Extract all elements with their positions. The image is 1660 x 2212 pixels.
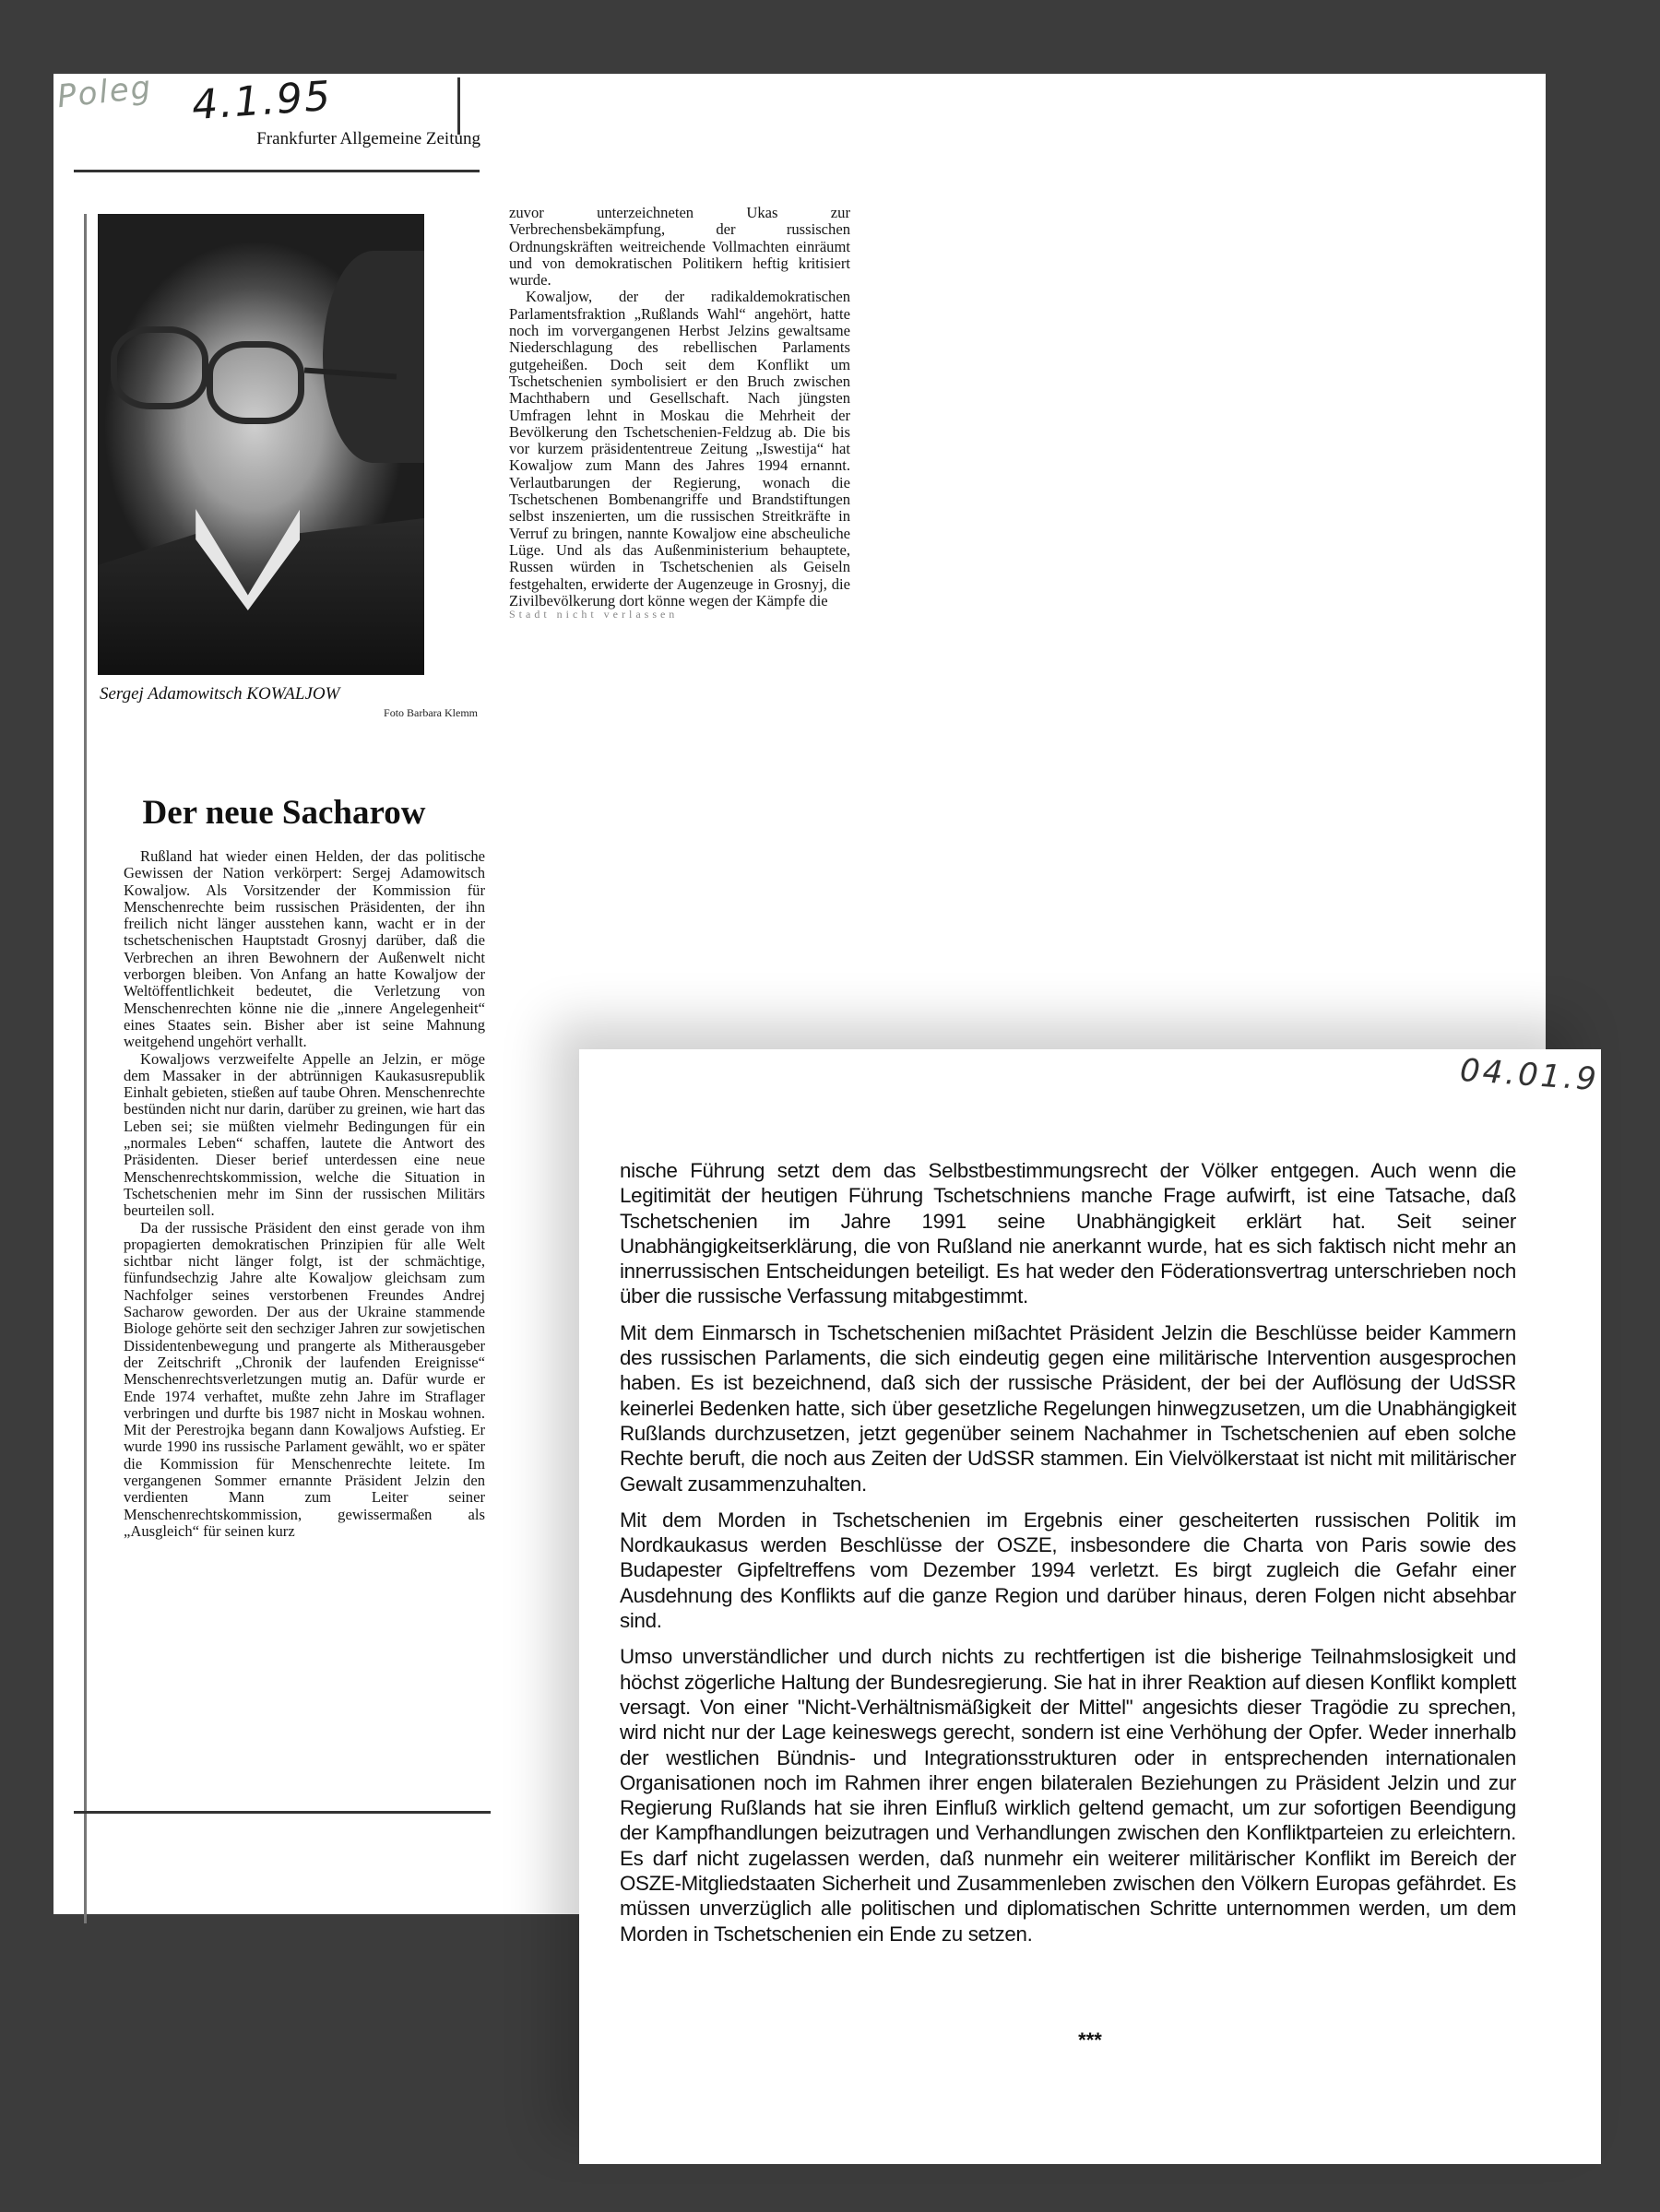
typed-letter-page — [579, 1049, 1601, 2164]
article-headline: Der neue Sacharow — [142, 794, 426, 832]
letter-paragraph: Umso unverständlicher und durch nichts zu rechtfertigen ist die bisherige Teilnahmslosigkeit und höchst zögerliche Haltung der Bundesregierung. Sie hat in ihrer Reaktion auf diesen Konflikt komplett versagt. Von einer "Nicht-Verhältnismäßigkeit der Mittel" angesichts dieser Tragödie zu sprechen, wird nicht nur der Lage keineswegs gerecht, sondern ist eine Verhöhung der Opfer. Weder innerhalb der westlichen Bündnis- und Integrationsstrukturen oder in entsprechenden internationalen Organisationen noch im Rahmen ihrer engen bilateralen Beziehungen zu Präsident Jelzin und zur Regierung Rußlands hat sie ihren Einfluß wirklich geltend gemacht, um zur sofortigen Beendigung der Kampfhandlungen beizutragen und Verhandlungen zwischen den Konfliktparteien zu erleichtern. Es darf nicht zugelassen werden, daß nunmehr ein weiterer militärischer Konflikt im Bereich der OSZE-Mitgliedstaaten Sicherheit und Zusammenleben zwischen den Völkern Europas gefährdet. Es müssen unverzüglich alle politischen und diplomatischen Schritte unternommen werden, um dem Morden in Tschetschenien ein Ende zu setzen. — [620, 1645, 1516, 1946]
letter-body — [620, 1158, 1516, 1958]
masthead-divider — [74, 170, 480, 172]
handwritten-date: 4.1.95 — [190, 72, 334, 130]
photo-caption: Sergej Adamowitsch KOWALJOW — [100, 684, 340, 704]
letter-paragraph: Mit dem Einmarsch in Tschetschenien mißachtet Präsident Jelzin die Beschlüsse beider Kammern des russischen Parlaments, die sich eindeutig gegen eine militärische Intervention ausgesprochen haben. Es ist bezeichnend, daß sich der russische Präsident, der bei der Auflösung der UdSSR keinerlei Bedenken hatte, sich über gesetzliche Regelungen hinwegzusetzen, um die Unabhängigkeit Rußlands durchzusetzen, jetzt gegenüber seinem Nachahmer in Tschetschenien auf eben solche Rechte beruft, die noch aus Zeiten der UdSSR stammen. Ein Vielvölkerstaat ist nicht mit militärischer Gewalt zusammenzuhalten. — [620, 1320, 1516, 1496]
article-column-left — [124, 848, 485, 1540]
section-separator: *** — [1078, 2029, 1102, 2052]
newspaper-masthead: Frankfurter Allgemeine Zeitung — [256, 129, 480, 148]
article-paragraph: Da der russische Präsident den einst gerade von ihm propagierten demokratischen Prinzipien für alle Welt sichtbar nicht länger folgt, ist der schmächtige, fünfundsechzig Jahre alte Kowaljow gleichsam zum Nachfolger seines verstorbenen Freundes Andrej Sacharow geworden. Der aus der Ukraine stammende Biologe gehörte seit den sechziger Jahren zur sowjetischen Dissidentenbewegung und prangerte als Mitherausgeber der Zeitschrift „Chronik der laufenden Ereignisse“ Menschenrechtsverletzungen mutig an. Dafür wurde er Ende 1974 verhaftet, mußte zehn Jahre im Straflager verbringen und durfte bis 1987 nicht in Moskau wohnen. Mit der Perestrojka begann dann Kowaljows Aufstieg. Er wurde 1990 ins russische Parlament gewählt, wo er später die Kommission für Menschenrechte leitete. Im vergangenen Sommer ernannte Präsident Jelzin den verdienten Mann zum Leiter seiner Menschenrechtskommission, gewissermaßen als „Ausgleich“ für seinen kurz — [124, 1218, 485, 1540]
letter-paragraph: Mit dem Morden in Tschetschenien im Ergebnis einer gescheiterten russischen Politik im Nordkaukasus werden Beschlüsse der OSZE, insbesondere die Charta von Paris sowie des Budapester Gipfeltreffens vom Dezember 1994 verletzt. Es birgt zugleich die Gefahr einer Ausdehnung des Konflikts auf die ganze Region und darüber hinaus, deren Folgen nicht absehbar sind. — [620, 1508, 1516, 1633]
photo-glasses-right — [207, 341, 304, 424]
article-column-right — [509, 205, 850, 619]
column-rule — [84, 214, 87, 1923]
article-paragraph: Rußland hat wieder einen Helden, der das politische Gewissen der Nation verkörpert: Sergej Adamowitsch Kowaljow. Als Vorsitzender der Kommission für Menschenrechte beim russischen Präsidenten, der ihn freilich nicht länger ausstehen kann, wacht er in der tschetschenischen Hauptstadt Grosnyj darüber, daß die Verbrechen an ihren Bewohnern der Außenwelt nicht verborgen bleiben. Von Anfang an hatte Kowaljow der Weltöffentlichkeit bedeutet, die Verletzung von Menschenrechten könne nie die „innere Angelegenheit“ eines Staates sein. Bisher aber ist seine Mahnung weitgehend ungehört verhallt. — [124, 847, 485, 1051]
handwritten-date: 04.01.9 — [1459, 1051, 1601, 1099]
article-paragraph: zuvor unterzeichneten Ukas zur Verbrechensbekämpfung, der russischen Ordnungskräften weitreichende Vollmachten einräumt und von demokratischen Politikern heftig kritisiert wurde. — [509, 204, 850, 290]
photo-jacket-shape — [98, 518, 424, 675]
article-paragraph: Kowaljow, der der radikaldemokratischen Parlamentsfraktion „Rußlands Wahl“ angehört, hatte noch im vorvergangenen Herbst Jelzins gewaltsame Niederschlagung des rebellischen Parlaments gutgeheißen. Doch seit dem Konflikt um Tschetschenien symbolisiert er den Bruch zwischen Machthabern und Gesellschaft. Nach jüngsten Umfragen lehnt in Moskau die Mehrheit der Bevölkerung den Tschetschenien-Feldzug ab. Die bis vor kurzem präsidententreue Zeitung „Iswestija“ hat Kowaljow zum Mann des Jahres 1994 ernannt. Verlautbarungen der Regierung, wonach die Tschetschenen Bombenangriffe und Brandstiftungen selbst inszenierten, um die russischen Streitkräfte in Verruf zu bringen, nannte Kowaljow eine abscheuliche Lüge. Und als das Außenministerium behauptete, Russen würden in Tschetschenien als Geiseln festgehalten, erwiderte der Augenzeuge in Grosnyj, die Zivilbevölkerung dort könne wegen der Kämpfe die — [509, 288, 850, 609]
clipping-bottom-rule — [74, 1811, 491, 1814]
photo-hair-shape — [323, 251, 424, 463]
handwritten-note-faint: Poleg — [55, 68, 155, 116]
letter-paragraph: nische Führung setzt dem das Selbstbestimmungsrecht der Völker entgegen. Auch wenn die Legitimität der heutigen Führung Tschetschniens manche Frage aufwirft, ist eine Tatsache, daß Tschetschenien im Jahre 1991 seine Unabhängigkeit erklärt hat. Seit seiner Unabhängigkeitserklärung, die von Rußland nie anerkannt wurde, hat es sich faktisch nicht mehr an innerrussischen Entscheidungen beteiligt. Es hat weder den Föderationsvertrag unterschrieben noch über die russische Verfassung mitabgestimmt. — [620, 1159, 1516, 1308]
portrait-photo — [98, 214, 424, 675]
cut-off-line: Stadt nicht verlassen — [509, 608, 679, 621]
photo-glasses-left — [111, 326, 208, 409]
photo-credit: Foto Barbara Klemm — [384, 706, 478, 719]
pen-mark — [457, 77, 460, 135]
article-paragraph: Kowaljows verzweifelte Appelle an Jelzin, er möge dem Massaker in der abtrünnigen Kaukasusrepublik Einhalt gebieten, stießen auf taube Ohren. Menschenrechte bestünden nicht nur darin, darüber zu greinen, wie hart das Leben sei; sie müßten vielmehr Bedingungen für ein „normales Leben“ schaffen, lautete die Antwort des Präsidenten. Dieser berief unterdessen eine neue Menschenrechtskommission, welche die Situation in Tschetschenien mehr im Sinn der russischen Militärs beurteilen soll. — [124, 1049, 485, 1220]
